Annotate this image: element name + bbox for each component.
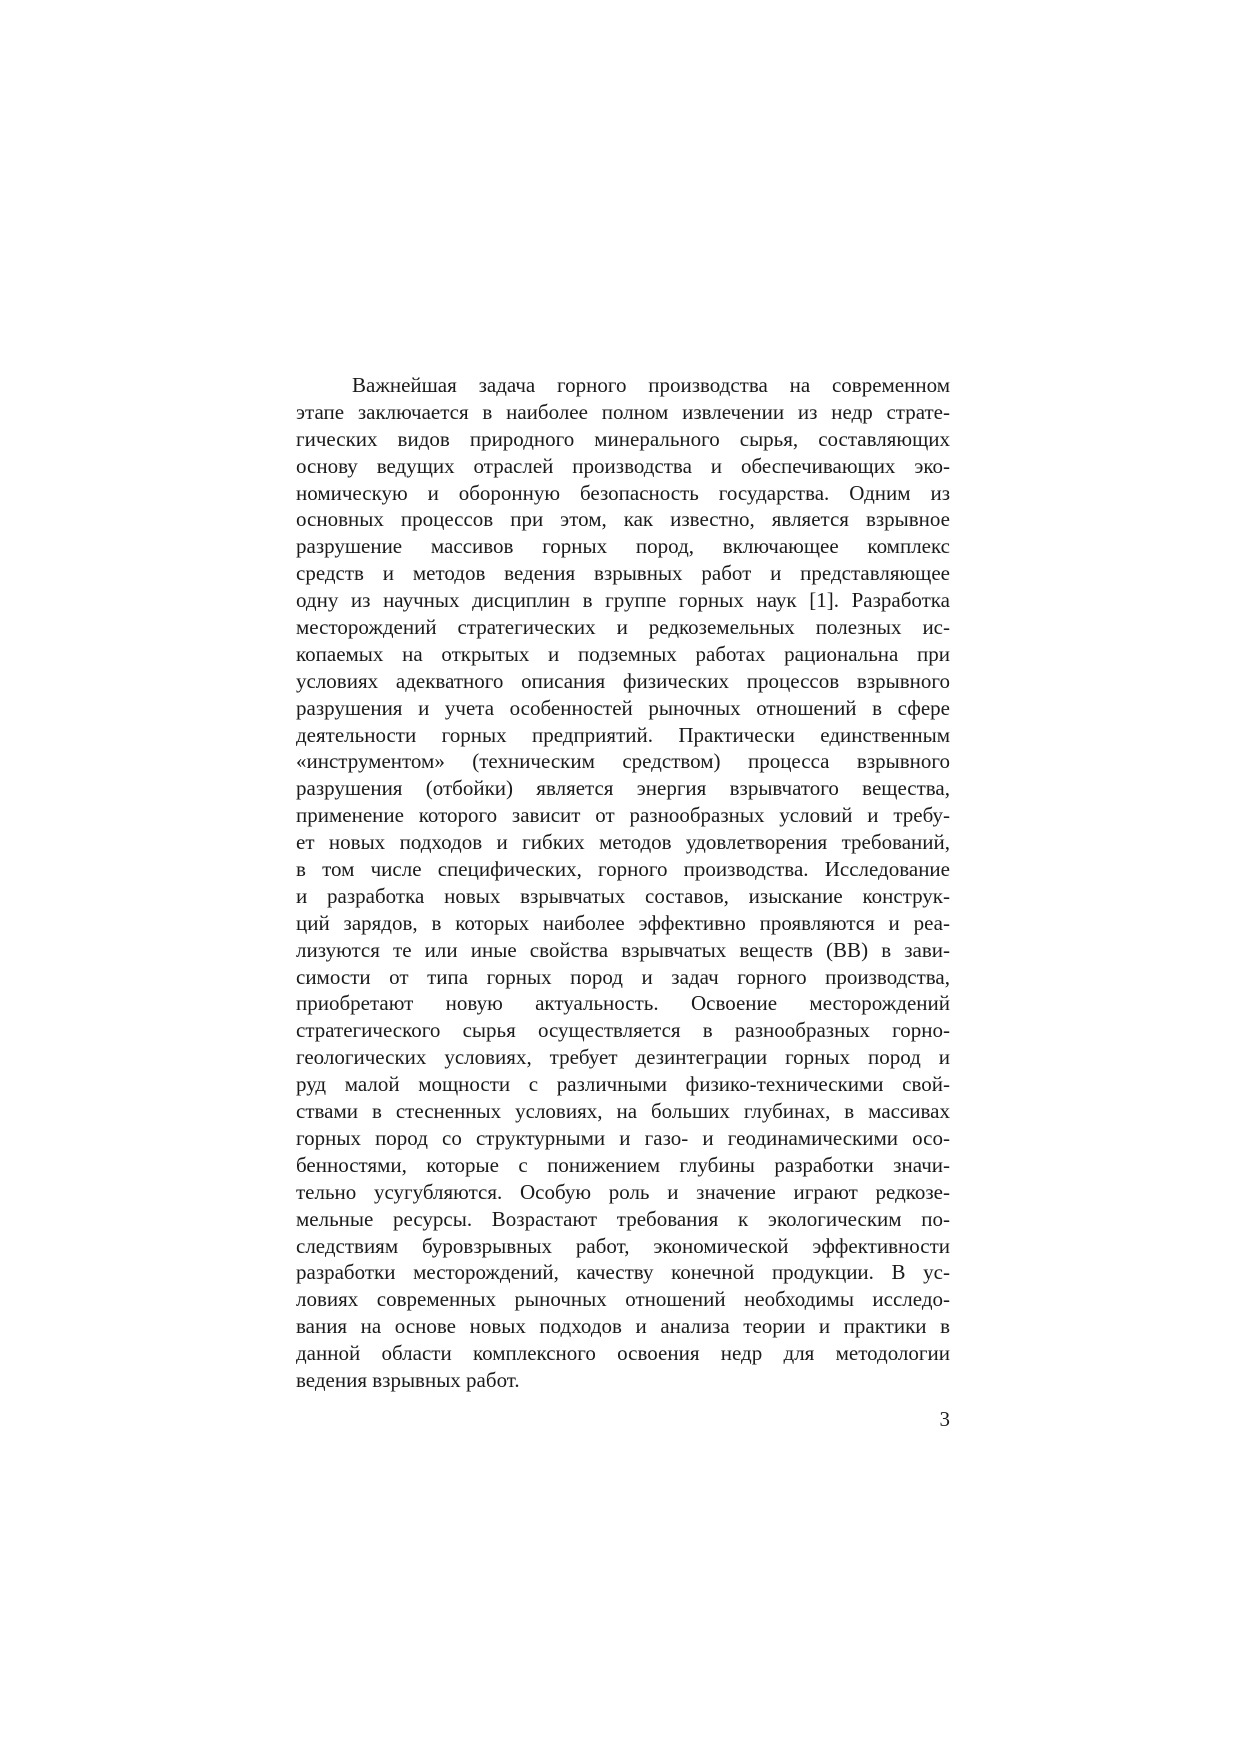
text-line: ствами в стесненных условиях, на больших глубинах, в массивах	[296, 1099, 950, 1124]
text-line: разработки месторождений, качеству конечной продукции. В ус-	[296, 1260, 950, 1285]
text-line: вания на основе новых подходов и анализа теории и практики в	[296, 1314, 950, 1339]
text-line: этапе заключается в наиболее полном извлечении из недр страте-	[296, 399, 950, 424]
text-line: горных пород со структурными и газо- и геодинамическими осо-	[296, 1125, 950, 1150]
text-line: одну из научных дисциплин в группе горных наук [1]. Разработка	[296, 588, 950, 613]
text-line: номическую и оборонную безопасность государства. Одним из	[296, 480, 950, 505]
page-number: 3	[939, 1407, 950, 1431]
text-line: месторождений стратегических и редкоземельных полезных ис-	[296, 615, 950, 640]
text-line: и разработка новых взрывчатых составов, изыскание конструк-	[296, 883, 950, 908]
text-line: разрушения (отбойки) является энергия взрывчатого вещества,	[296, 776, 950, 801]
text-line: данной области комплексного освоения недр для методологии	[296, 1341, 950, 1366]
text-line: деятельности горных предприятий. Практически единственным	[296, 722, 950, 747]
text-line: копаемых на открытых и подземных работах рациональна при	[296, 641, 950, 666]
text-line: основных процессов при этом, как известно, является взрывное	[296, 507, 950, 532]
text-line: руд малой мощности с различными физико-техническими свой-	[296, 1072, 950, 1097]
text-line: геологических условиях, требует дезинтеграции горных пород и	[296, 1045, 950, 1070]
text-line: приобретают новую актуальность. Освоение месторождений	[296, 991, 950, 1016]
text-line: ведения взрывных работ.	[296, 1367, 520, 1392]
text-line: мельные ресурсы. Возрастают требования к экологическим по-	[296, 1206, 950, 1231]
text-line: в том числе специфических, горного производства. Исследование	[296, 857, 950, 882]
text-line: ловиях современных рыночных отношений необходимы исследо-	[296, 1287, 950, 1312]
text-line: «инструментом» (техническим средством) процесса взрывного	[296, 749, 950, 774]
text-line: применение которого зависит от разнообразных условий и требу-	[296, 803, 950, 828]
text-line: лизуются те или иные свойства взрывчатых веществ (ВВ) в зави-	[296, 937, 950, 962]
text-line: разрушение массивов горных пород, включающее комплекс	[296, 534, 950, 559]
text-line: стратегического сырья осуществляется в разнообразных горно-	[296, 1018, 950, 1043]
text-line: ций зарядов, в которых наиболее эффективно проявляются и реа-	[296, 910, 950, 935]
text-line: гических видов природного минерального сырья, составляющих	[296, 426, 950, 451]
text-line: средств и методов ведения взрывных работ и представляющее	[296, 561, 950, 586]
text-line: условиях адекватного описания физических процессов взрывного	[296, 668, 950, 693]
text-line: следствиям буровзрывных работ, экономической эффективности	[296, 1233, 950, 1258]
text-line: Важнейшая задача горного производства на современном	[352, 373, 950, 397]
text-line: тельно усугубляются. Особую роль и значение играют редкозе-	[296, 1179, 950, 1204]
body-paragraph	[296, 372, 950, 1394]
text-line: симости от типа горных пород и задач горного производства,	[296, 964, 950, 989]
text-line: ет новых подходов и гибких методов удовлетворения требований,	[296, 830, 950, 855]
text-line: разрушения и учета особенностей рыночных отношений в сфере	[296, 695, 950, 720]
text-line: основу ведущих отраслей производства и обеспечивающих эко-	[296, 453, 950, 478]
text-line: бенностями, которые с понижением глубины разработки значи-	[296, 1152, 950, 1177]
